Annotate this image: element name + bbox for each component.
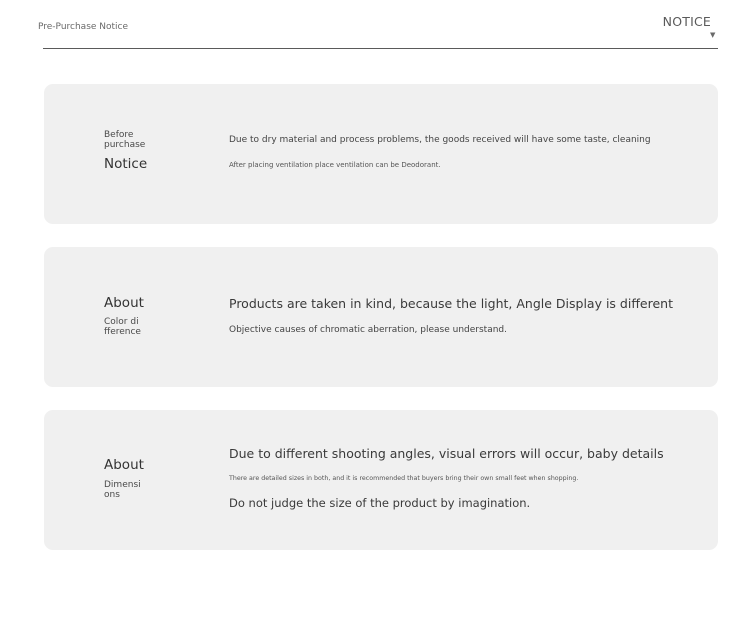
- notice-card-dimensions: [44, 410, 718, 550]
- card-text-line: Due to dry material and process problems, the goods received will have some taste, cleaning: [229, 135, 651, 145]
- card-text-line: Objective causes of chromatic aberration, please understand.: [229, 325, 508, 335]
- card-label-small: Color di fference: [104, 317, 141, 337]
- card-text-line: Do not judge the size of the product by imagination.: [229, 496, 531, 510]
- notice-card-color-difference: [44, 247, 718, 387]
- card-label-title: About: [104, 457, 144, 473]
- notice-heading: NOTICE: [662, 14, 711, 29]
- notice-card-before-purchase: [44, 84, 718, 224]
- header-divider: [43, 48, 718, 49]
- card-text-line: There are detailed sizes in both, and it is recommended that buyers bring their own small feet when shopping.: [229, 475, 579, 482]
- card-text-line: After placing ventilation place ventilation can be Deodorant.: [229, 161, 441, 169]
- caret-down-icon: ▼: [710, 31, 716, 39]
- header-title: Pre-Purchase Notice: [38, 22, 129, 32]
- card-text-line: Due to different shooting angles, visual errors will occur, baby details: [229, 446, 664, 461]
- card-label-title: About: [104, 295, 144, 311]
- card-text-line: Products are taken in kind, because the light, Angle Display is different: [229, 296, 673, 311]
- card-label-small: Before purchase: [104, 130, 146, 150]
- card-label-title: Notice: [104, 156, 148, 172]
- card-label-small: Dimensi ons: [104, 480, 141, 500]
